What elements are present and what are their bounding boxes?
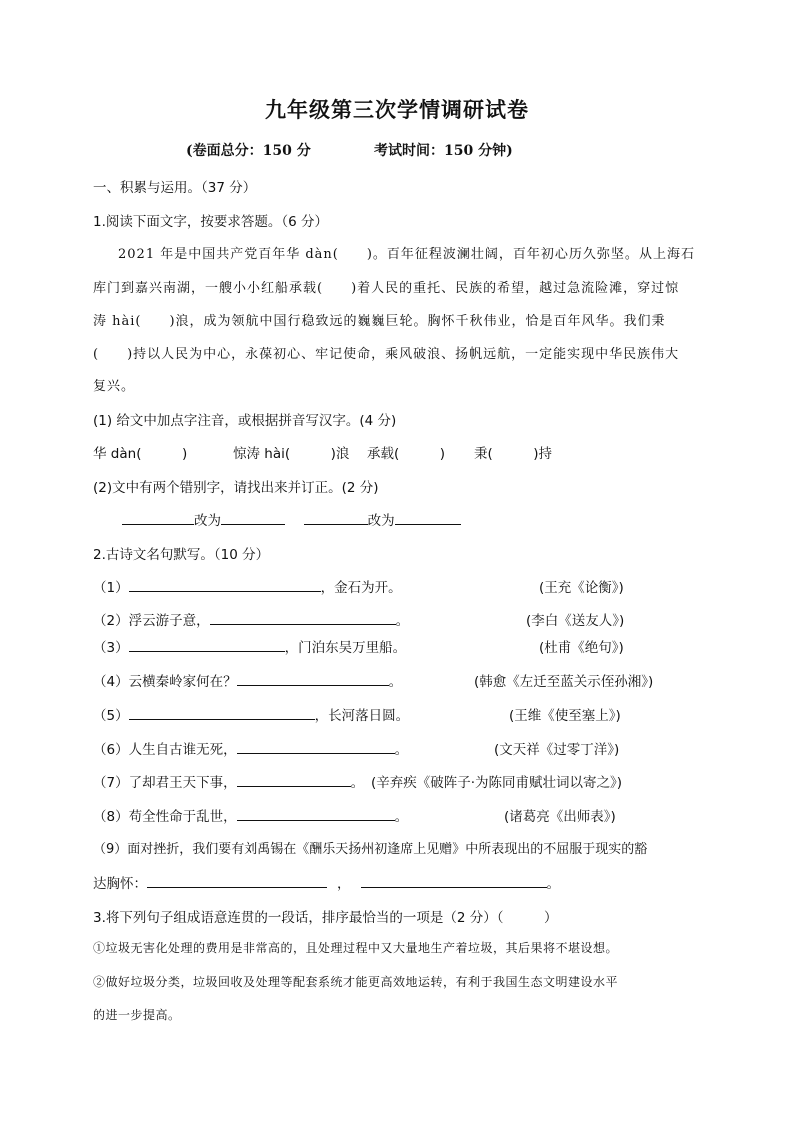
- section-heading: 一、积累与运用。（37 分）: [93, 180, 257, 196]
- corrected-char-blank[interactable]: [221, 510, 285, 525]
- answer-blank[interactable]: [129, 637, 285, 652]
- pinyin-item[interactable]: 秉( )持: [474, 446, 553, 462]
- recitation-item-9-answer: [93, 872, 560, 892]
- subquestion-2: (2)文中有两个错别字，请找出来并订正。(2 分): [93, 480, 379, 496]
- verse-text: 浮云游子意，: [128, 613, 210, 629]
- passage-line: ( )持以人民为中心，永葆初心、牢记使命，乘风破浪、扬帆远航，一定能实现中华民族伟大: [93, 347, 680, 362]
- recitation-item: [93, 805, 408, 825]
- answer-blank[interactable]: [129, 577, 321, 592]
- recitation-item: [93, 670, 402, 690]
- verse-text: 了却君王天下事，: [128, 775, 237, 791]
- subquestion-1: (1) 给文中加点字注音，或根据拼音写汉字。(4 分): [93, 413, 397, 429]
- verse-text: 。: [546, 876, 560, 892]
- question-3-prompt: 3.将下列句子组成语意连贯的一段话，排序最恰当的一项是（2 分）（ ）: [93, 910, 558, 926]
- verse-text: 。: [394, 809, 409, 825]
- answer-blank[interactable]: [361, 873, 547, 888]
- item-number: （4）: [93, 674, 129, 690]
- answer-blank[interactable]: [210, 610, 396, 625]
- verse-text: 达胸怀：: [93, 876, 147, 892]
- sentence-option: ①垃圾无害化处理的费用是非常高的，且处理过程中又大量地生产着垃圾，其后果将不堪设想。: [93, 941, 619, 955]
- answer-blank[interactable]: [147, 873, 327, 888]
- correction-row: [122, 509, 461, 529]
- sentence-option-continuation: 的进一步提高。: [93, 1008, 181, 1022]
- verse-text: 。: [394, 742, 409, 758]
- answer-blank[interactable]: [129, 705, 315, 720]
- wrong-char-blank[interactable]: [122, 510, 194, 525]
- passage-line: 复兴。: [93, 379, 136, 394]
- passage-line: 2021 年是中国共产党百年华 dàn( )。百年征程波澜壮阔，百年初心历久弥坚。从上海石: [118, 247, 695, 262]
- sentence-option: ②做好垃圾分类，垃圾回收及处理等配套系统才能更高效地运转，有利于我国生态文明建设水平: [93, 975, 619, 989]
- corrected-char-blank[interactable]: [395, 510, 461, 525]
- question-1-prompt: 1.阅读下面文字，按要求答题。（6 分）: [93, 214, 329, 230]
- exam-time: 考试时间：150 分钟): [374, 143, 513, 159]
- item-number: （6）: [93, 742, 129, 758]
- verse-text: 。: [395, 613, 410, 629]
- verse-source: (王维《使至塞上》): [509, 708, 621, 724]
- recitation-item: [93, 609, 409, 629]
- pinyin-item[interactable]: 惊涛 hài( )浪: [233, 446, 350, 462]
- pinyin-item[interactable]: 承载( ): [367, 446, 446, 462]
- answer-blank[interactable]: [237, 806, 395, 821]
- recitation-item: [93, 576, 402, 596]
- item-number: （7）: [93, 775, 129, 791]
- item-number: （5）: [93, 708, 129, 724]
- recitation-item: [93, 636, 406, 656]
- wrong-char-blank[interactable]: [304, 510, 368, 525]
- verse-text: ，金石为开。: [320, 580, 402, 596]
- passage-line: 涛 hài( )浪，成为领航中国行稳致远的巍巍巨轮。胸怀千秋伟业，恰是百年风华。我们秉: [93, 314, 666, 329]
- total-score: (卷面总分：150 分: [186, 143, 311, 159]
- verse-source: (杜甫《绝句》): [539, 640, 624, 656]
- change-to-label: 改为: [194, 513, 221, 529]
- verse-source: (文天祥《过零丁洋》): [494, 742, 620, 758]
- verse-source: (李白《送友人》): [526, 613, 625, 629]
- page-title: 九年级第三次学情调研试卷: [265, 97, 529, 122]
- pinyin-item[interactable]: 华 dàn( ): [93, 446, 188, 462]
- item-number: （3）: [93, 640, 129, 656]
- question-2-prompt: 2.古诗文名句默写。（10 分）: [93, 547, 270, 563]
- answer-blank[interactable]: [237, 739, 395, 754]
- answer-blank[interactable]: [237, 772, 351, 787]
- passage-line: 库门到嘉兴南湖，一艘小小红船承载( )着人民的重托、民族的希望，越过急流险滩，穿过惊: [93, 281, 680, 296]
- verse-source: (诸葛亮《出师表》): [504, 809, 616, 825]
- verse-source: (王充《论衡》): [539, 580, 624, 596]
- verse-source: (韩愈《左迁至蓝关示侄孙湘》): [474, 674, 654, 690]
- verse-text: ，长河落日圆。: [314, 708, 410, 724]
- recitation-item: [93, 704, 409, 724]
- item-number: （1）: [93, 580, 129, 596]
- item-number: （2）: [93, 613, 129, 629]
- item-number: （8）: [93, 809, 129, 825]
- verse-text: 。: [350, 775, 365, 791]
- change-to-label: 改为: [367, 513, 395, 529]
- answer-blank[interactable]: [237, 671, 389, 686]
- verse-text: ，门泊东吴万里船。: [284, 640, 407, 656]
- verse-text: 人生自古谁无死，: [128, 742, 237, 758]
- recitation-item-9: （9）面对挫折，我们要有刘禹锡在《酬乐天扬州初逢席上见赠》中所表现出的不屈服于现实的豁: [93, 842, 648, 857]
- recitation-item: [93, 771, 364, 791]
- verse-text: 云横秦岭家何在？: [128, 674, 237, 690]
- verse-source: (辛弃疾《破阵子·为陈同甫赋壮词以寄之》): [371, 775, 623, 791]
- recitation-item: [93, 738, 408, 758]
- verse-text: 。: [388, 674, 403, 690]
- separator: ，: [337, 876, 351, 892]
- verse-text: 苟全性命于乱世，: [128, 809, 237, 825]
